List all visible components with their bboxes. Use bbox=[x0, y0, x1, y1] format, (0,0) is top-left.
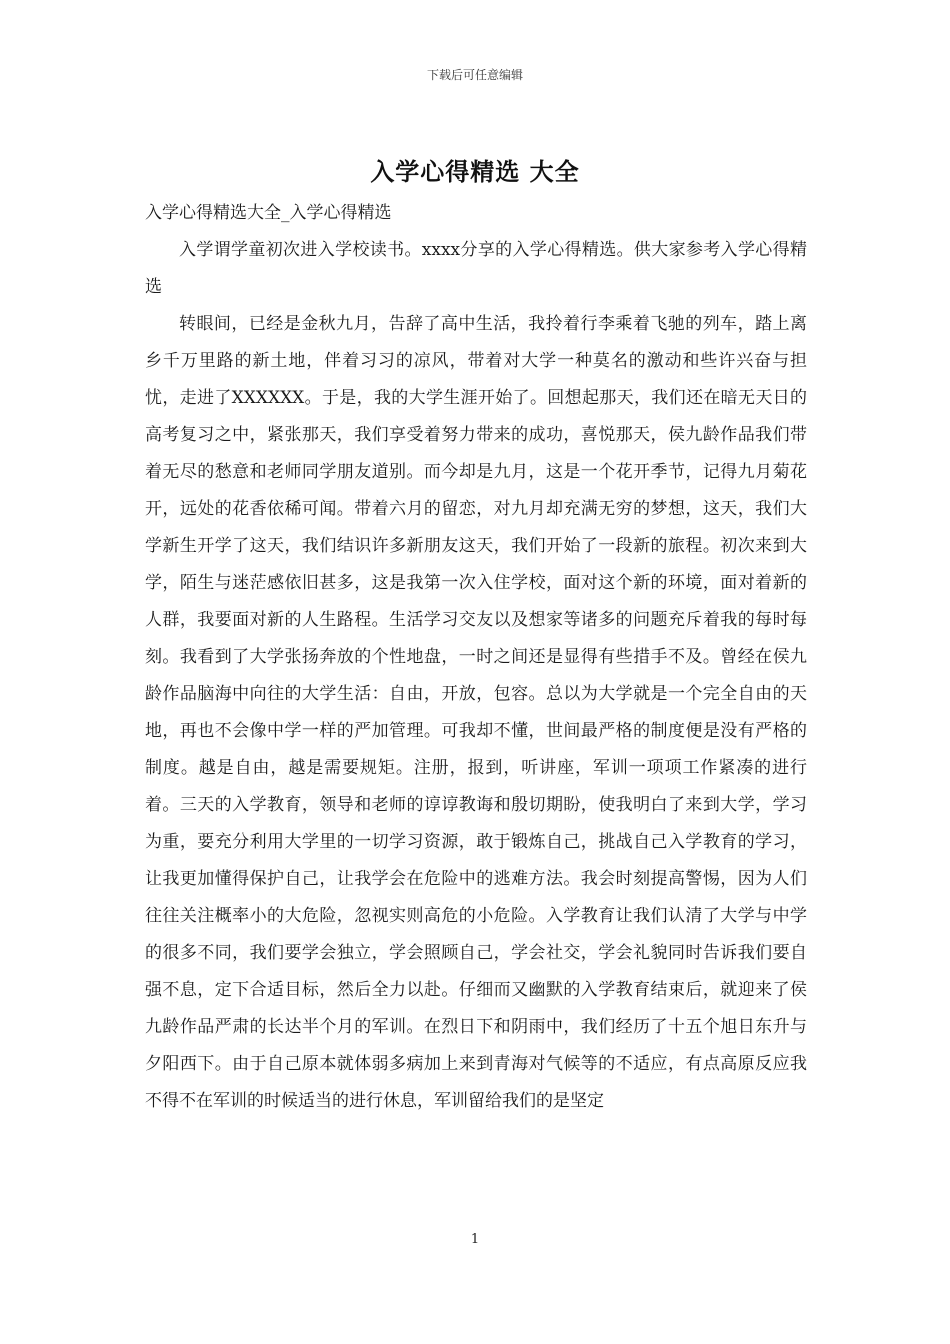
document-subtitle: 入学心得精选大全_入学心得精选 bbox=[145, 203, 392, 223]
paragraph-main: 转眼间，已经是金秋九月，告辞了高中生活，我拎着行李乘着飞驰的列车，踏上离乡千万里路的新土地，伴着习习的凉风，带着对大学一种莫名的激动和些许兴奋与担忧，走进了XXXXXX。于是，我的大学生涯开始了。回想起那天，我们还在暗无天日的高考复习之中，紧张那天，我们享受着努力带来的成功，喜悦那天，侯九龄作品我们带着无尽的愁意和老师同学朋友道别。而今却是九月，这是一个花开季节，记得九月菊花开，远处的花香依稀可闻。带着六月的留恋，对九月却充满无穷的梦想，这天，我们大学新生开学了这天，我们结识许多新朋友这天，我们开始了一段新的旅程。初次来到大学，陌生与迷茫感依旧甚多，这是我第一次入住学校，面对这个新的环境，面对着新的人群，我要面对新的人生路程。生活学习交友以及想家等诸多的问题充斥着我的每时每刻。我看到了大学张扬奔放的个性地盘，一时之间还是显得有些措手不及。曾经在侯九龄作品脑海中向往的大学生活：自由，开放，包容。总以为大学就是一个完全自由的天地，再也不会像中学一样的严加管理。可我却不懂，世间最严格的制度便是没有严格的制度。越是自由，越是需要规矩。注册，报到，听讲座，军训一项项工作紧凑的进行着。三天的入学教育，领导和老师的谆谆教诲和殷切期盼，使我明白了来到大学，学习为重，要充分利用大学里的一切学习资源，敢于锻炼自己，挑战自己入学教育的学习，让我更加懂得保护自己，让我学会在危险中的逃难方法。我会时刻提高警惕，因为人们往往关注概率小的大危险，忽视实则高危的小危险。入学教育让我们认清了大学与中学的很多不同，我们要学会独立，学会照顾自己，学会社交，学会礼貌同时告诉我们要自强不息，定下合适目标，然后全力以赴。仔细而又幽默的入学教育结束后，就迎来了侯九龄作品严肃的长达半个月的军训。在烈日下和阴雨中，我们经历了十五个旭日东升与夕阳西下。由于自己原本就体弱多病加上来到青海对气候等的不适应，有点高原反应我不得不在军训的时候适当的进行休息，军训留给我们的是坚定 bbox=[145, 314, 807, 1111]
document-body bbox=[145, 232, 807, 1120]
header-note: 下载后可任意编辑 bbox=[426, 68, 523, 82]
page-number: 1 bbox=[470, 1232, 480, 1247]
paragraph-intro: 入学谓学童初次进入学校读书。xxxx分享的入学心得精选。供大家参考入学心得精选 bbox=[145, 240, 807, 297]
document-title: 入学心得精选 大全 bbox=[370, 157, 580, 186]
